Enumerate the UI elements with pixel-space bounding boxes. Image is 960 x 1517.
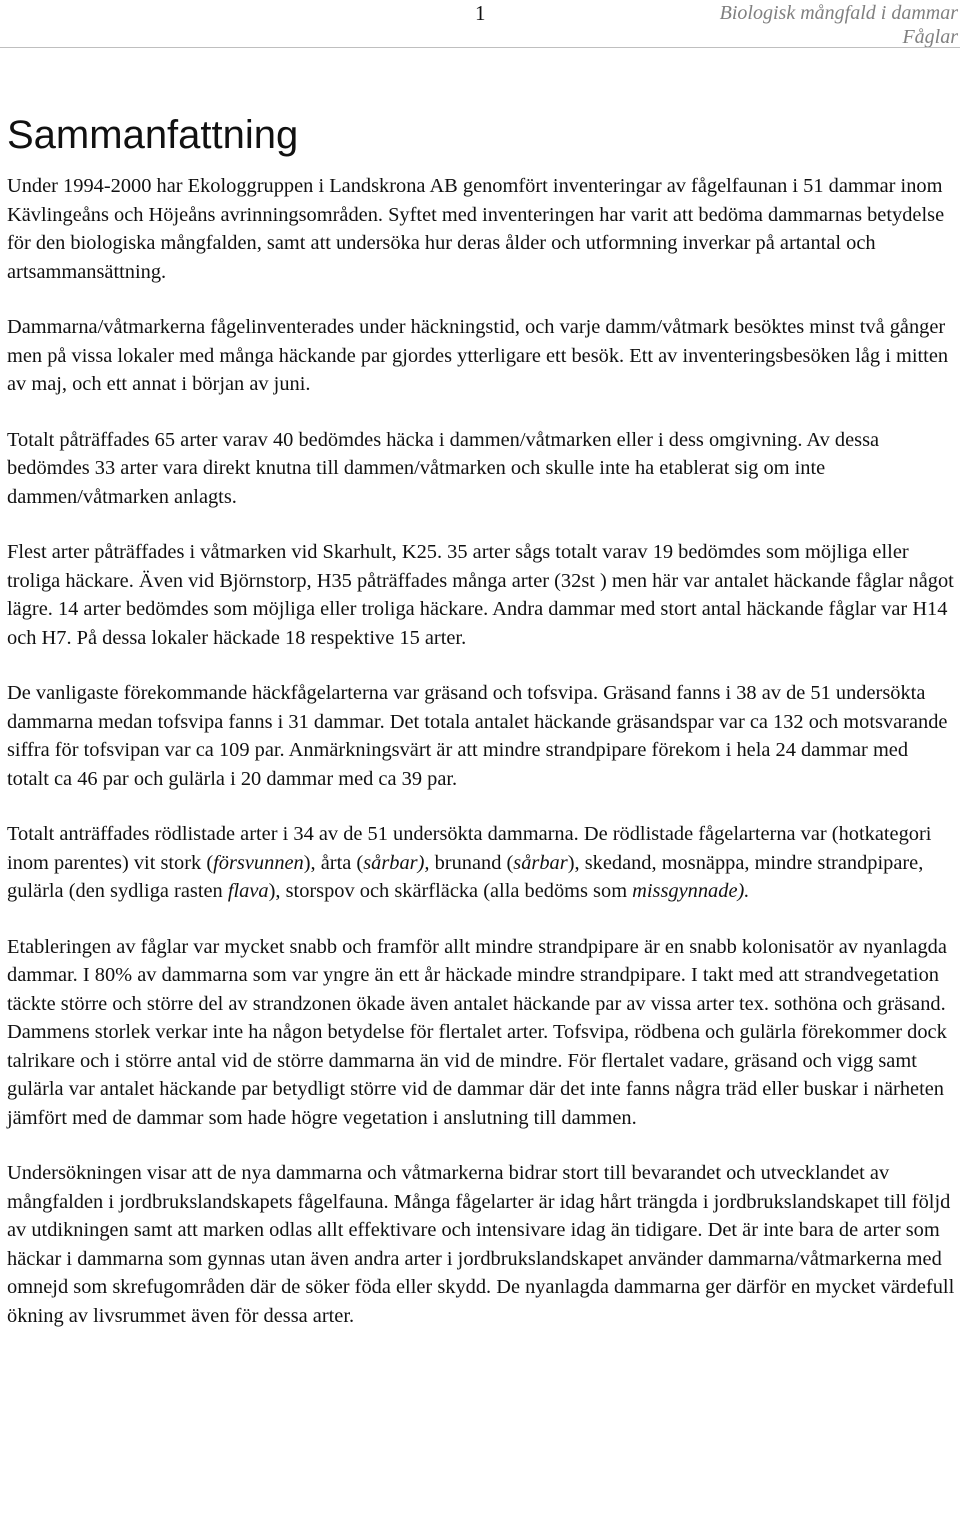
paragraph-6-italic-j: missgynnade). [632, 880, 750, 902]
paragraph-6-text-e: brunand ( [429, 851, 514, 874]
document-title: Biologisk mångfald i dammar [719, 2, 958, 24]
paragraph-6-text-a: Totalt anträffades rödlistade arter i 34 av de 51 undersökta dammarna. De rödlistade fågelarterna var (hotkategori inom parentes) vit stork ( [7, 823, 932, 874]
running-header [720, 1, 958, 49]
paragraph-2: Dammarna/våtmarkerna fågelinventerades under häckningstid, och varje damm/våtmark besöktes minst två gånger men på vissa lokaler med många häckande par gjordes ytterligare ett besök. Ett av inventeringsbesöken låg i mitten av maj, och ett annat i början av juni. [7, 316, 949, 395]
paragraph-6-text-c: ), årta ( [303, 851, 364, 874]
paragraph-6-text-g: ), skedand, mosnäppa, mindre strandpipare, gulärla (den sydliga rasten [7, 851, 924, 902]
paragraph-6-italic-h: flava [227, 880, 269, 902]
paragraph-1: Under 1994-2000 har Ekologgruppen i Landskrona AB genomfört inventeringar av fågelfaunan i 51 dammar inom Kävlingeåns och Höjeåns avrinningsområden. Syftet med inventeringen har varit att bedöma dammarnas betydelse för den biologiska mångfalden, samt att undersöka hur deras ålder och utformning inverkar på artantal och artsammansättning. [7, 175, 945, 283]
paragraph-6-italic-f: sårbar [513, 851, 568, 874]
section-name: Fåglar [902, 26, 958, 48]
paragraph-6-text-i: ), storspov och skärfläcka (alla bedöms som [268, 880, 633, 902]
page-title: Sammanfattning [7, 113, 299, 157]
paragraph-6-italic-d: sårbar), [363, 851, 430, 874]
document-body [7, 172, 955, 1357]
paragraph-5: De vanligaste förekommande häckfågelarterna var gräsand och tofsvipa. Gräsand fanns i 38 av de 51 undersökta dammarna medan tofsvipa fanns i 31 dammar. Det totala antalet häckande gräsandspar var ca 132 och motsvarande siffra för tofsvipan var ca 109 par. Anmärkningsvärt är att mindre strandpipare förekom i hela 24 dammar med totalt ca 46 par och gulärla i 20 dammar med ca 39 par. [7, 682, 948, 790]
paragraph-3: Totalt påträffades 65 arter varav 40 bedömdes häcka i dammen/våtmarken eller i dess omgivning. Av dessa bedömdes 33 arter vara direkt knutna till dammen/våtmarken och skulle inte ha etablerat sig om inte dammen/våtmarken anlagts. [7, 428, 880, 508]
page-number: 1 [475, 1, 486, 25]
header-divider [0, 47, 960, 48]
paragraph-6-italic-b: försvunnen [213, 851, 304, 874]
page-header [0, 0, 960, 48]
paragraph-4: Flest arter påträffades i våtmarken vid Skarhult, K25. 35 arter sågs totalt varav 19 bedömdes som möjliga eller troliga häckare. Även vid Björnstorp, H35 påträffades många arter (32st ) men här var antalet häckande fåglar något lägre. 14 arter bedömdes som möjliga eller troliga häckare. Andra dammar med stort antal häckande fåglar var H14 och H7. På dessa lokaler häckade 18 respektive 15 arter. [7, 541, 954, 649]
paragraph-8: Undersökningen visar att de nya dammarna och våtmarkerna bidrar stort till bevarandet och utvecklandet av mångfalden i jordbrukslandskapets fågelfauna. Många fågelarter är idag hårt trängda i jordbrukslandskapet till följd av utdikningen samt att marken odlas allt effektivare och intensivare idag än tidigare. Det är inte bara de arter som häckar i dammarna som gynnas utan även andra arter i jordbrukslandskapet använder dammarna/våtmarkerna med omnejd som skrefugområden där de söker föda eller skydd. De nyanlagda dammarna ger därför en mycket värdefull ökning av livsrummet även för dessa arter. [7, 1162, 955, 1327]
paragraph-6 [7, 820, 955, 906]
paragraph-7: Etableringen av fåglar var mycket snabb och framför allt mindre strandpipare är en snabb kolonisatör av nyanlagda dammar. I 80% av dammarna som var yngre än ett år häckade mindre strandpipare. I takt med att strandvegetation täckte större och större del av strandzonen ökade även antalet häckande par av vissa arter tex. sothöna och gräsand. Dammens storlek verkar inte ha någon betydelse för flertalet arter. Tofsvipa, rödbena och gulärla förekommer dock talrikare och i större antal vid de större dammarna än vid de mindre. För flertalet vadare, gräsand och vigg samt gulärla var antalet häckande par betydligt större vid de dammar där det inte fanns några träd eller buskar i närheten jämfört med de dammar som hade högre vegetation i anslutning till dammen. [7, 935, 947, 1129]
